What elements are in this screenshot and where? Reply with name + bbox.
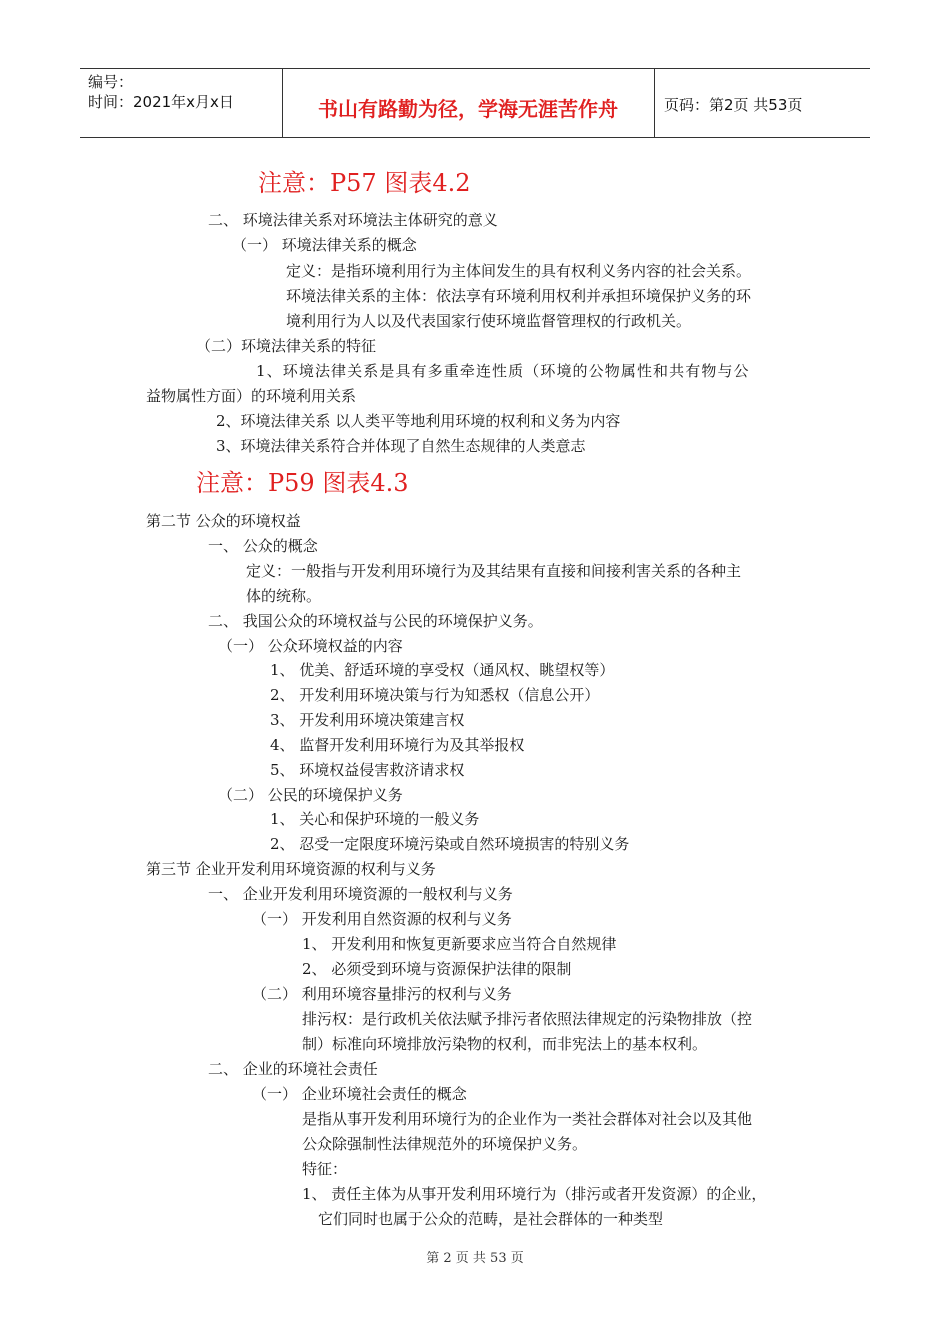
body-line: 公众除强制性法律规范外的环境保护义务。 — [302, 1135, 588, 1153]
list-item: 3、 开发利用环境决策建言权 — [270, 711, 465, 729]
note-figure-4-3: 注意：P59 图表4.3 — [196, 469, 409, 497]
heading: 二、 我国公众的环境权益与公民的环境保护义务。 — [208, 612, 543, 630]
body-line: 定义：一般指与开发利用环境行为及其结果有直接和间接利害关系的各种主 — [246, 562, 742, 580]
body-line: 特征： — [302, 1160, 348, 1178]
list-item: 1、 优美、舒适环境的享受权（通风权、眺望权等） — [270, 661, 615, 679]
heading: 一、 企业开发利用环境资源的一般权利与义务 — [208, 885, 513, 903]
list-item: 1、 责任主体为从事开发利用环境行为（排污或者开发资源）的企业， — [302, 1185, 767, 1203]
body-line: 制）标准向环境排放污染物的权利，而非宪法上的基本权利。 — [302, 1035, 708, 1053]
heading-section-2: 二、 环境法律关系对环境法主体研究的意义 — [208, 211, 498, 229]
document-time-label: 时间：2021年x月x日 — [88, 93, 234, 111]
subheading: （一） 公众环境权益的内容 — [218, 637, 403, 655]
list-item: 3、环境法律关系符合并体现了自然生态规律的人类意志 — [216, 437, 586, 455]
list-item: 1、环境法律关系是具有多重牵连性质（环境的公物属性和共有物与公 — [256, 362, 750, 380]
body-line: 体的统称。 — [246, 587, 322, 605]
list-item: 5、 环境权益侵害救济请求权 — [270, 761, 465, 779]
note-figure-4-2: 注意：P57 图表4.2 — [258, 169, 471, 197]
subheading: （一） 企业环境社会责任的概念 — [252, 1085, 467, 1103]
heading: 一、 公众的概念 — [208, 537, 318, 555]
section-heading: 第二节 公众的环境权益 — [146, 512, 301, 530]
subheading: （一） 开发利用自然资源的权利与义务 — [252, 910, 512, 928]
section-heading: 第三节 企业开发利用环境资源的权利与义务 — [146, 860, 436, 878]
list-item: 2、 必须受到环境与资源保护法律的限制 — [302, 960, 572, 978]
body-line: 环境法律关系的主体：依法享有环境利用权利并承担环境保护义务的环 — [286, 287, 752, 305]
body-line: 是指从事开发利用环境行为的企业作为一类社会群体对社会以及其他 — [302, 1110, 753, 1128]
header-slogan: 书山有路勤为径，学海无涯苦作舟 — [318, 97, 618, 121]
list-item: 2、 忍受一定限度环境污染或自然环境损害的特别义务 — [270, 835, 630, 853]
subheading: （二）环境法律关系的特征 — [196, 337, 377, 355]
header-info-cell — [80, 69, 283, 137]
header-slogan-cell — [282, 69, 655, 137]
body-line: 境利用行为人以及代表国家行使环境监督管理权的行政机关。 — [286, 312, 692, 330]
subheading: （一） 环境法律关系的概念 — [232, 236, 417, 254]
page-footer: 第 2 页 共 53 页 — [426, 1251, 524, 1266]
header-page-info: 页码：第2页 共53页 — [664, 96, 803, 114]
page-header — [80, 68, 870, 138]
heading: 二、 企业的环境社会责任 — [208, 1060, 378, 1078]
body-line: 它们同时也属于公众的范畴，是社会群体的一种类型 — [318, 1210, 664, 1228]
body-line: 定义：是指环境利用行为主体间发生的具有权利义务内容的社会关系。 — [286, 262, 752, 280]
list-item: 4、 监督开发利用环境行为及其举报权 — [270, 736, 525, 754]
document-number-label: 编号： — [88, 73, 134, 91]
subheading: （二） 公民的环境保护义务 — [218, 786, 403, 804]
body-line: 排污权：是行政机关依法赋予排污者依照法律规定的污染物排放（控 — [302, 1010, 753, 1028]
header-page-cell — [654, 69, 870, 137]
subheading: （二） 利用环境容量排污的权利与义务 — [252, 985, 512, 1003]
body-line: 益物属性方面）的环境利用关系 — [146, 387, 357, 405]
list-item: 1、 开发利用和恢复更新要求应当符合自然规律 — [302, 935, 617, 953]
list-item: 2、 开发利用环境决策与行为知悉权（信息公开） — [270, 686, 600, 704]
list-item: 2、环境法律关系 以人类平等地利用环境的权利和义务为内容 — [216, 412, 621, 430]
list-item: 1、 关心和保护环境的一般义务 — [270, 810, 480, 828]
